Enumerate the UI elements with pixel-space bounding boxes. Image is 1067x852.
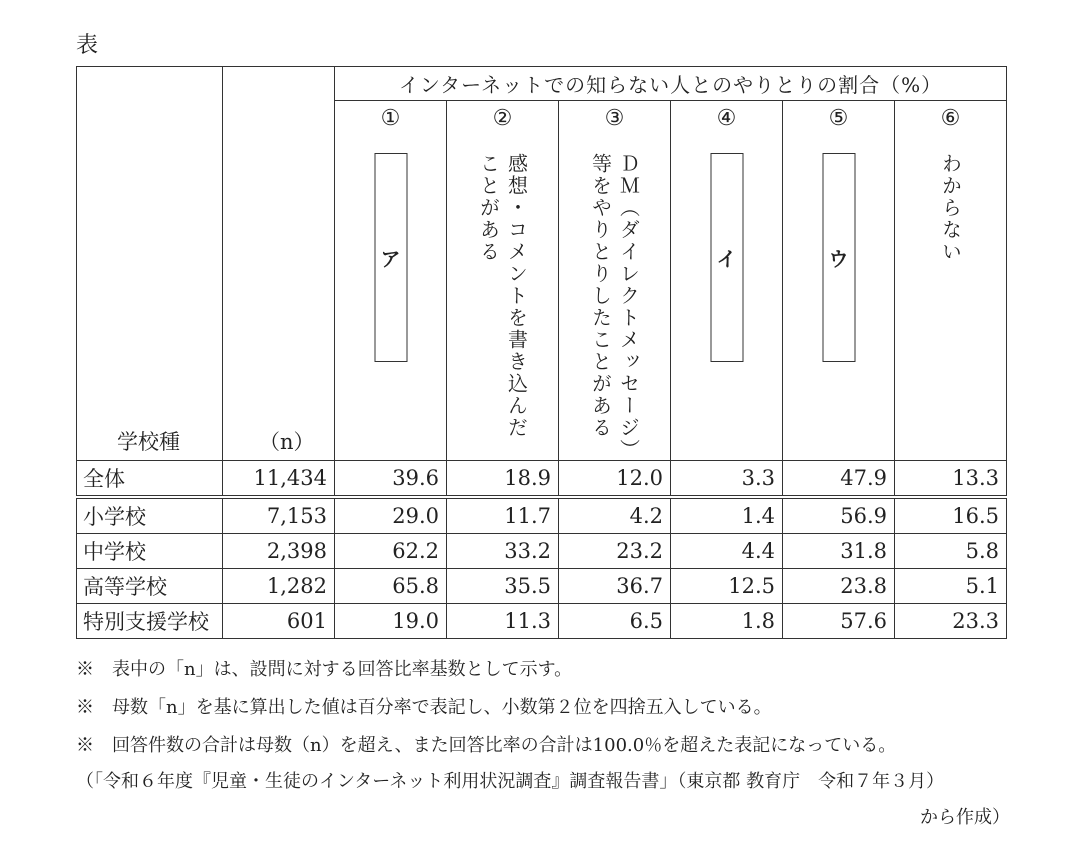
- table-row: [77, 569, 1007, 604]
- percent-cell: 39.6: [335, 461, 447, 498]
- percent-cell: 19.0: [335, 604, 447, 639]
- school-type-cell: 中学校: [77, 534, 223, 569]
- school-type-label: 学校種: [117, 430, 180, 454]
- percent-cell: 35.5: [447, 569, 559, 604]
- percent-cell: 11.7: [447, 497, 559, 534]
- percent-cell: 4.4: [671, 534, 783, 569]
- n-cell: 1,282: [223, 569, 335, 604]
- answer-blank-box: ア: [374, 153, 407, 362]
- n-cell: 2,398: [223, 534, 335, 569]
- source-line-1: （「令和６年度『児童・生徒のインターネット利用状況調査』調査報告書」（東京都 教育庁 令和７年３月）: [76, 771, 945, 792]
- school-type-header: [77, 67, 223, 461]
- column-label-cell-3: [559, 135, 671, 461]
- column-number-3: ③: [559, 101, 671, 136]
- percent-cell: 1.8: [671, 604, 783, 639]
- column-number-1: ①: [335, 101, 447, 136]
- percent-cell: 5.8: [895, 534, 1007, 569]
- school-type-cell: 小学校: [77, 497, 223, 534]
- n-header: [223, 67, 335, 461]
- n-cell: 601: [223, 604, 335, 639]
- percent-cell: 65.8: [335, 569, 447, 604]
- table-row: [77, 461, 1007, 498]
- percent-cell: 33.2: [447, 534, 559, 569]
- answer-blank-box: イ: [710, 153, 743, 362]
- school-type-cell: 高等学校: [77, 569, 223, 604]
- column-number-5: ⑤: [783, 101, 895, 136]
- school-type-cell: 全体: [77, 461, 223, 498]
- percent-cell: 57.6: [783, 604, 895, 639]
- percent-cell: 31.8: [783, 534, 895, 569]
- column-label: わからない: [938, 153, 963, 263]
- column-label-cell-4: [671, 135, 783, 461]
- table-row: [77, 604, 1007, 639]
- percent-cell: 47.9: [783, 461, 895, 498]
- percent-cell: 12.5: [671, 569, 783, 604]
- column-number-6: ⑥: [895, 101, 1007, 136]
- survey-table: [76, 66, 1007, 639]
- percent-cell: 3.3: [671, 461, 783, 498]
- source-line-2: から作成）: [920, 807, 1010, 828]
- note-3: ※ 回答件数の合計は母数（n）を超え、また回答比率の合計は100.0％を超えた表記になっている。: [76, 735, 897, 756]
- column-label-cell-5: [783, 135, 895, 461]
- table-caption: 表: [76, 33, 99, 58]
- note-2: ※ 母数「n」を基に算出した値は百分率で表記し、小数第２位を四捨五入している。: [76, 697, 772, 718]
- n-cell: 7,153: [223, 497, 335, 534]
- table-row: [77, 497, 1007, 534]
- column-label-cell-1: [335, 135, 447, 461]
- column-label: 感想・コメントを書き込んだ ことがある: [476, 153, 529, 439]
- column-label: ＤＭ（ダイレクトメッセージ） 等をやりとりしたことがある: [588, 153, 641, 461]
- n-label: （n）: [259, 430, 315, 454]
- percent-cell: 11.3: [447, 604, 559, 639]
- percent-cell: 1.4: [671, 497, 783, 534]
- column-number-2: ②: [447, 101, 559, 136]
- percent-cell: 12.0: [559, 461, 671, 498]
- percent-cell: 4.2: [559, 497, 671, 534]
- percent-cell: 16.5: [895, 497, 1007, 534]
- n-cell: 11,434: [223, 461, 335, 498]
- answer-blank-box: ウ: [822, 153, 855, 362]
- percent-cell: 62.2: [335, 534, 447, 569]
- note-1: ※ 表中の「n」は、設問に対する回答比率基数として示す。: [76, 659, 573, 680]
- column-label-cell-2: [447, 135, 559, 461]
- percent-cell: 56.9: [783, 497, 895, 534]
- percent-cell: 29.0: [335, 497, 447, 534]
- table-row: [77, 534, 1007, 569]
- percent-cell: 5.1: [895, 569, 1007, 604]
- percent-cell: 6.5: [559, 604, 671, 639]
- percent-cell: 36.7: [559, 569, 671, 604]
- percent-cell: 13.3: [895, 461, 1007, 498]
- school-type-cell: 特別支援学校: [77, 604, 223, 639]
- percent-cell: 23.2: [559, 534, 671, 569]
- column-number-4: ④: [671, 101, 783, 136]
- column-label-cell-6: [895, 135, 1007, 461]
- percent-cell: 18.9: [447, 461, 559, 498]
- percent-cell: 23.3: [895, 604, 1007, 639]
- ratio-title: インターネットでの知らない人とのやりとりの割合（%）: [335, 67, 1007, 101]
- percent-cell: 23.8: [783, 569, 895, 604]
